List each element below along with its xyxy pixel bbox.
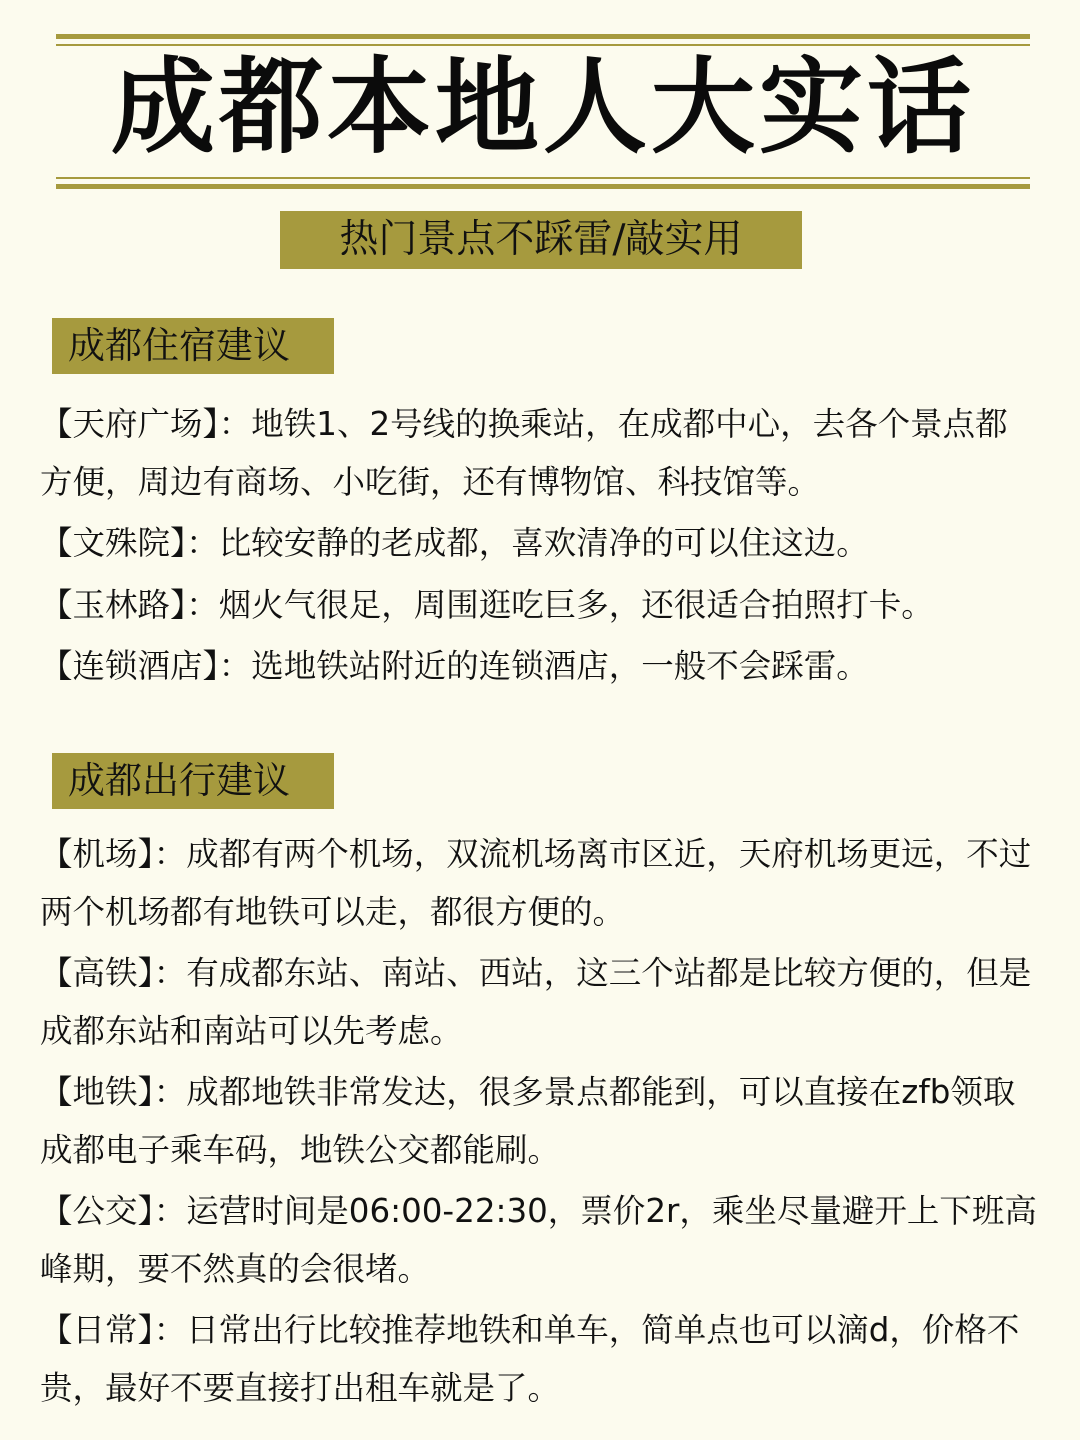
item-text: 选地铁站附近的连锁酒店，一般不会踩雷。 — [251, 647, 869, 685]
list-item — [40, 515, 1040, 573]
title-top-rule-thick — [56, 34, 1030, 39]
accommodation-heading: 成都住宿建议 — [52, 318, 334, 374]
item-text: 日常出行比较推荐地铁和单车，简单点也可以滴d，价格不贵，最好不要直接打出租车就是了。 — [40, 1311, 1020, 1407]
item-text: 有成都东站、南站、西站，这三个站都是比较方便的，但是成都东站和南站可以先考虑。 — [40, 954, 1032, 1050]
title-bottom-rule-thin — [56, 177, 1030, 179]
item-text: 比较安静的老成都，喜欢清净的可以住这边。 — [218, 524, 869, 562]
item-text: 成都地铁非常发达，很多景点都能到，可以直接在zfb领取成都电子乘车码，地铁公交都能刷。 — [40, 1073, 1016, 1169]
item-text: 地铁1、2号线的换乘站，在成都中心，去各个景点都方便，周边有商场、小吃街，还有博物馆、科技馆等。 — [40, 405, 1008, 501]
item-tag: 【高铁】： — [40, 954, 187, 992]
item-tag: 【天府广场】： — [40, 405, 252, 443]
item-tag: 【公交】： — [40, 1192, 187, 1230]
item-tag: 【地铁】： — [40, 1073, 187, 1111]
list-item — [40, 638, 1040, 696]
item-tag: 【文殊院】： — [40, 524, 219, 562]
list-item — [40, 1183, 1040, 1298]
list-item — [40, 1064, 1040, 1179]
title-bottom-rule-thick — [56, 184, 1030, 189]
item-text: 烟火气很足，周围逛吃巨多，还很适合拍照打卡。 — [218, 585, 934, 624]
item-text: 成都有两个机场，双流机场离市区近，天府机场更远，不过两个机场都有地铁可以走，都很方便的。 — [40, 835, 1032, 931]
item-tag: 【日常】： — [40, 1311, 187, 1349]
transport-list — [40, 826, 1040, 1421]
item-tag: 【玉林路】： — [40, 585, 219, 624]
transport-heading: 成都出行建议 — [52, 753, 334, 809]
accommodation-list — [40, 396, 1040, 700]
item-text: 运营时间是06:00-22:30，票价2r，乘坐尽量避开上下班高峰期，要不然真的会很堵。 — [40, 1192, 1037, 1288]
list-item — [40, 945, 1040, 1060]
list-item — [40, 1302, 1040, 1417]
item-tag: 【机场】： — [40, 835, 187, 873]
item-tag: 【连锁酒店】： — [40, 647, 252, 685]
list-item — [40, 396, 1040, 511]
list-item — [40, 577, 1040, 635]
list-item — [40, 826, 1040, 941]
page-title: 成都本地人大实话 — [110, 46, 975, 168]
subtitle-banner: 热门景点不踩雷/敲实用 — [280, 211, 802, 269]
